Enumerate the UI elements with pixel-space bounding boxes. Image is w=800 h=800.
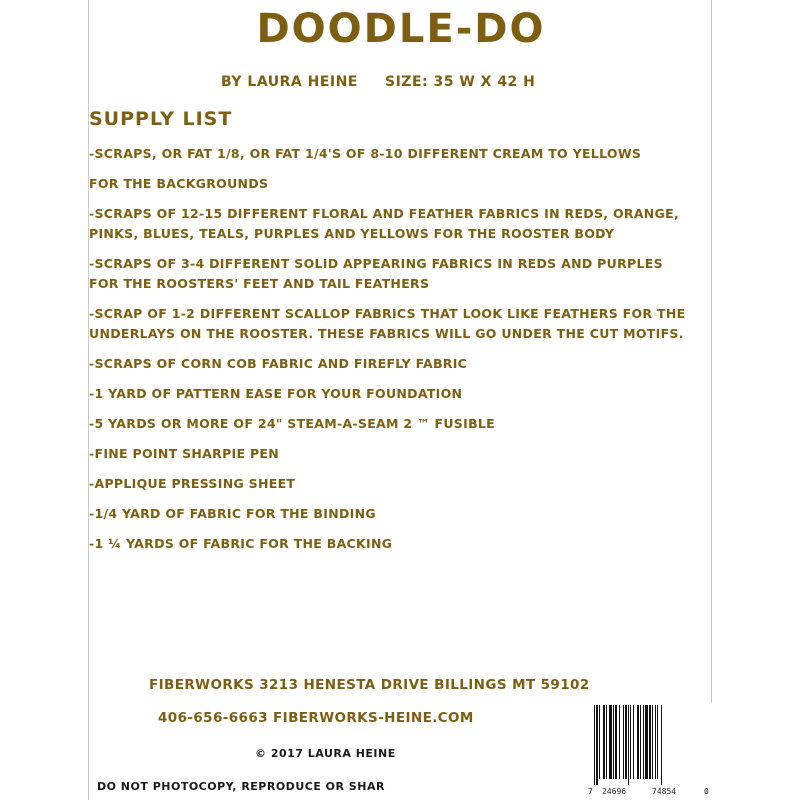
supply-list	[89, 144, 697, 564]
supply-item: -SCRAP OF 1-2 DIFFERENT SCALLOP FABRICS THAT LOOK LIKE FEATHERS FOR THE UNDERLAYS ON THE ROOSTER. THESE FABRICS WILL GO UNDER THE CUT MOTIFS.	[89, 306, 686, 341]
pattern-page	[88, 0, 712, 800]
barcode-bar	[615, 705, 617, 779]
supply-item: -1 ¼ YARDS OF FABRIC FOR THE BACKING	[89, 536, 393, 551]
supply-item: -APPLIQUE PRESSING SHEET	[89, 476, 296, 491]
barcode-bar	[661, 705, 662, 785]
barcode-digit: 0	[704, 787, 709, 796]
barcode-bar	[596, 705, 598, 785]
barcode-bar	[599, 705, 600, 779]
barcode-bar	[643, 705, 644, 779]
barcode-bar	[655, 705, 656, 779]
copyright-notice: © 2017 LAURA HEINE	[255, 747, 396, 760]
supply-item: -SCRAPS OF 12-15 DIFFERENT FLORAL AND FEATHER FABRICS IN REDS, ORANGE, PINKS, BLUES, TEALS, PURPLES AND YELLOWS FOR THE ROOSTER BODY	[89, 206, 680, 241]
pattern-title: DOODLE-DO	[256, 6, 546, 52]
barcode-bar	[606, 705, 607, 779]
barcode-bar	[645, 705, 648, 779]
publisher-address: FIBERWORKS 3213 HENESTA DRIVE BILLINGS MT 59102	[149, 677, 590, 693]
barcode-bar	[657, 705, 658, 779]
supply-item: -SCRAPS OF CORN COB FABRIC AND FIREFLY FABRIC	[89, 356, 468, 371]
barcode-bar	[637, 705, 639, 779]
barcode-digit: 24696	[602, 787, 627, 796]
barcode-digit: 74854	[652, 787, 677, 796]
barcode-bar	[609, 705, 612, 779]
author-byline: BY LAURA HEINE	[221, 74, 358, 90]
supply-item: -SCRAPS OF 3-4 DIFFERENT SOLID APPEARING FABRICS IN REDS AND PURPLES FOR THE ROOSTERS' FEET AND TAIL FEATHERS	[89, 256, 663, 291]
barcode-bars	[590, 705, 710, 787]
supply-item: -1/4 YARD OF FABRIC FOR THE BINDING	[89, 506, 376, 521]
barcode-bar	[594, 705, 595, 785]
barcode-bar	[603, 705, 605, 779]
barcode-bar	[628, 705, 629, 785]
supply-list-heading: SUPPLY LIST	[89, 108, 233, 130]
supply-item: -SCRAPS, OR FAT 1/8, OR FAT 1/4'S OF 8-10 DIFFERENT CREAM TO YELLOWS	[89, 146, 642, 161]
barcode-bar	[619, 705, 620, 779]
supply-item: FOR THE BACKGROUNDS	[89, 176, 269, 191]
publisher-contact: 406-656-6663 FIBERWORKS-HEINE.COM	[158, 710, 474, 726]
supply-item: -1 YARD OF PATTERN EASE FOR YOUR FOUNDATION	[89, 386, 463, 401]
upc-barcode	[588, 703, 712, 800]
barcode-bar	[633, 705, 634, 779]
reproduction-notice: DO NOT PHOTOCOPY, REPRODUCE OR SHAR	[97, 780, 385, 793]
barcode-bar	[630, 705, 631, 779]
barcode-bar	[640, 705, 641, 779]
barcode-bar	[623, 705, 624, 779]
barcode-digit: 7	[588, 787, 593, 796]
barcode-bar	[625, 705, 627, 779]
supply-item: -FINE POINT SHARPIE PEN	[89, 446, 280, 461]
size-byline: SIZE: 35 W X 42 H	[385, 74, 536, 90]
supply-item: -5 YARDS OR MORE OF 24" STEAM-A-SEAM 2 ™ FUSIBLE	[89, 416, 495, 431]
barcode-bar	[652, 705, 653, 779]
barcode-bar	[613, 705, 614, 779]
barcode-bar	[649, 705, 651, 779]
